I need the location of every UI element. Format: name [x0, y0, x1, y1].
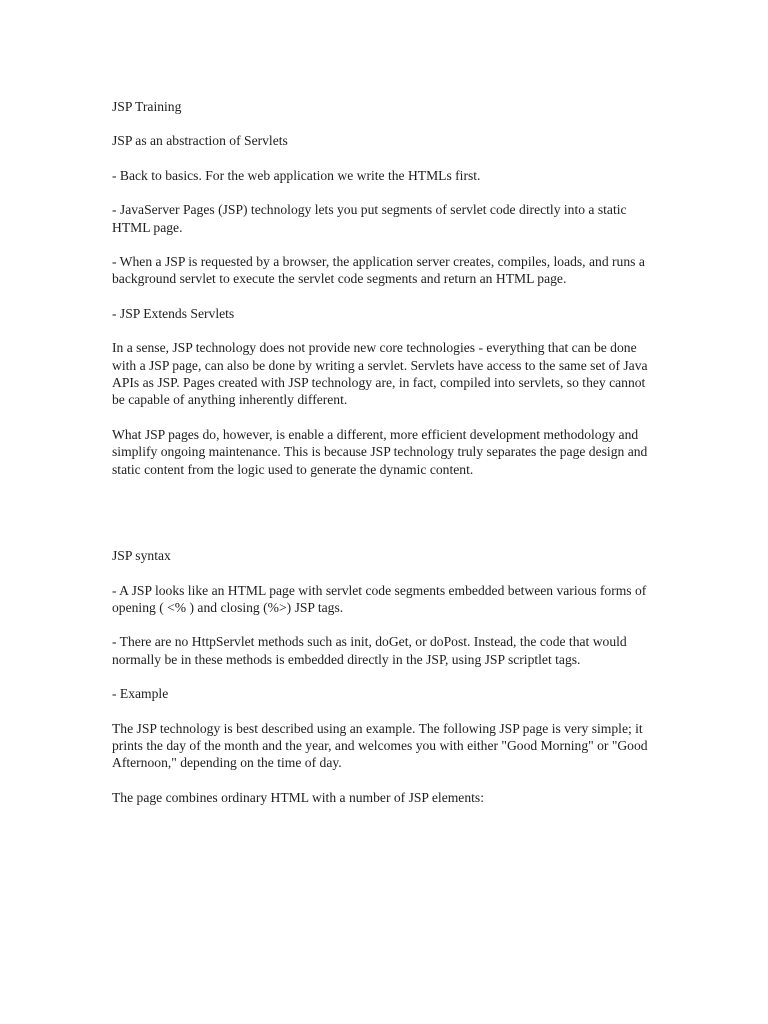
- paragraph: In a sense, JSP technology does not provide new core technologies - everything that can be done with a JSP page, can also be done by writing a servlet. Servlets have access to the same set of Java APIs as JSP. Pages created with JSP technology are, in fact, compiled into servlets, so they cannot be capable of anything inherently different.: [112, 340, 648, 408]
- paragraph: JSP as an abstraction of Servlets: [112, 133, 288, 149]
- section-gap: [112, 495, 652, 547]
- paragraph: The JSP technology is best described using an example. The following JSP page is very simple; it prints the day of the month and the year, and welcomes you with either "Good Morning" or "Good Afternoon," depending on the time of day.: [112, 720, 648, 771]
- paragraph: The page combines ordinary HTML with a number of JSP elements:: [112, 789, 484, 805]
- paragraph: - A JSP looks like an HTML page with servlet code segments embedded between various forms of opening ( <% ) and closing (%>) JSP tags.: [112, 582, 647, 615]
- paragraph: - There are no HttpServlet methods such as init, doGet, or doPost. Instead, the code that would normally be in these methods is embedded directly in the JSP, using JSP scriptlet tags.: [112, 634, 627, 667]
- paragraph: - When a JSP is requested by a browser, the application server creates, compiles, loads, and runs a background servlet to execute the servlet code segments and return an HTML page.: [112, 254, 645, 287]
- document-page: [112, 98, 652, 823]
- section-heading: JSP syntax: [112, 548, 171, 564]
- paragraph: - JSP Extends Servlets: [112, 305, 235, 321]
- paragraph: - Example: [112, 686, 169, 702]
- paragraph: - JavaServer Pages (JSP) technology lets you put segments of servlet code directly into a static HTML page.: [112, 202, 627, 235]
- paragraph: What JSP pages do, however, is enable a different, more efficient development methodology and simplify ongoing maintenance. This is because JSP technology truly separates the page design and static content from the logic used to generate the dynamic content.: [112, 426, 648, 477]
- paragraph: - Back to basics. For the web application we write the HTMLs first.: [112, 167, 481, 183]
- document-title: JSP Training: [112, 99, 182, 114]
